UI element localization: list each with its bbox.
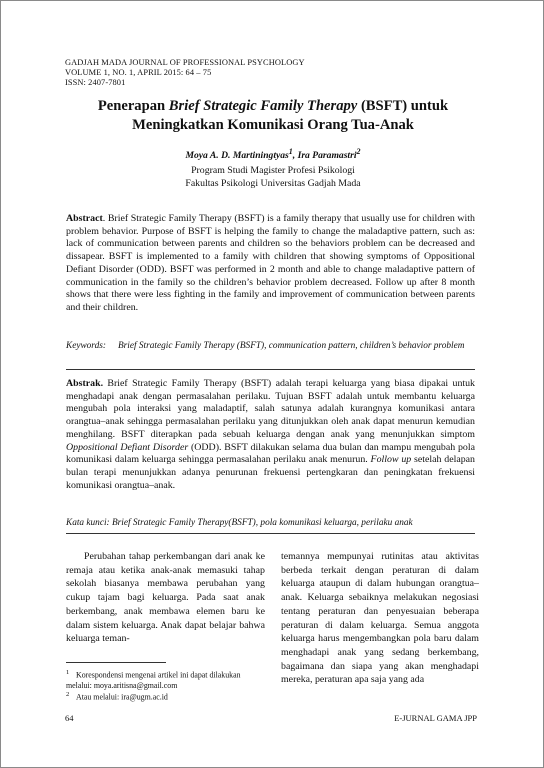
title-part: (BSFT) untuk (357, 98, 449, 114)
abstrak-text: setelah delapan bulan terapi menunjukkan adanya penurunan frekuensi pertengkaran dan peningkatan frekuensi komunikasi orangtua–anak. (66, 454, 475, 491)
keywords-english (66, 340, 475, 352)
footnote-rule (66, 662, 166, 663)
page-number: 64 (65, 713, 74, 723)
journal-volume: VOLUME 1, NO. 1, APRIL 2015: 64 – 75 (65, 68, 212, 77)
footnote-text: Korespondensi mengenai artikel ini dapat dilakukan melalui: moya.aritisna@gmail.com (66, 670, 241, 691)
abstract-label: Abstract (66, 213, 103, 224)
footnote-1 (66, 668, 266, 692)
author-sup: 2 (356, 147, 361, 156)
keywords-label: Keywords: (66, 341, 106, 351)
divider (66, 369, 475, 370)
footnote-number: 2 (66, 691, 70, 698)
affiliation-line2: Fakultas Psikologi Universitas Gadjah Mada (185, 178, 361, 189)
body-left-column (66, 550, 265, 646)
footer-journal: E-JURNAL GAMA JPP (394, 713, 477, 723)
author-sup: 1 (288, 147, 293, 156)
author-list (1, 147, 544, 161)
footnote-2 (66, 690, 266, 703)
abstrak-text: (ODD). BSFT dilakukan selama dua bulan dan mampu mengubah pola komunikasi dalam keluarga sehingga permasalahan perilaku anak menurun. (66, 441, 475, 466)
abstrak-italic: Oppositional Defiant Disorder (66, 441, 189, 453)
author-name: Ira Paramastri (297, 150, 357, 162)
kata-kunci: Kata kunci: Brief Strategic Family Therapy(BSFT), pola komunikasi keluarga, perilaku anak (66, 518, 413, 528)
author-name: Moya A. D. Martiningtyas (185, 150, 289, 162)
body-paragraph: temannya mempunyai rutinitas atau aktivitas berbeda terkait dengan peraturan di dalam keluarga ataupun di dalam hubungan orangtua–anak. Keluarga sebaiknya melakukan negosiasi tentang peraturan dan penyesuaian beberapa peraturan di dalam keluarga. Semua anggota keluarga harus mengembangkan pola baru dalam menghadapi anak yang sedang berkembang, bagaimana dan siapa yang akan menghadapi mereka, peraturan apa saja yang ada (281, 551, 479, 686)
abstrak-text: Brief Strategic Family Therapy (BSFT) adalah terapi keluarga yang biasa dipakai untuk menghadapi anak dengan permasalahan perilaku. Tujuan BSFT adalah untuk membantu keluarga mengubah pola interaksi yang maladaptif, salah satunya adalah kurangnya komunikasi antara orangtua–anak sehingga permasalahan perilaku yang ditunjukkan oleh anak dapat menurun kemudian menghilang. BSFT diterapkan pada sebuah keluarga dengan anak yang menunjukkan simptom (66, 378, 475, 440)
author-separator: , (292, 150, 298, 162)
article-title-line2: Meningkatkan Komunikasi Orang Tua-Anak (132, 117, 414, 133)
footnote-text: Atau melalui: ira@ugm.ac.id (76, 692, 168, 702)
divider (66, 533, 475, 534)
footnote-number: 1 (66, 669, 70, 676)
journal-issn: ISSN: 2407-7801 (65, 78, 126, 87)
body-paragraph: Perubahan tahap perkembangan dari anak ke remaja atau ketika anak-anak memasuki tahap sekolah biasanya membawa perubahan yang cukup tajam bagi keluarga. Pada saat anak berkembang, anak membawa elemen baru ke dalam sistem keluarga. Anak dapat belajar bahwa keluarga teman- (66, 551, 265, 645)
title-part: Penerapan (97, 98, 169, 114)
abstrak-italic: Follow up (370, 454, 412, 466)
abstrak-indonesian (66, 378, 475, 492)
journal-name: GADJAH MADA JOURNAL OF PROFESSIONAL PSYCHOLOGY (65, 58, 305, 67)
affiliation-line1: Program Studi Magister Profesi Psikologi (191, 165, 355, 176)
keywords-text: Brief Strategic Family Therapy (BSFT), communication pattern, children’s behavior problem (118, 341, 465, 351)
article-title-line1 (41, 97, 505, 115)
body-right-column (281, 550, 479, 687)
abstract-text: . Brief Strategic Family Therapy (BSFT) is a family therapy that usually use for children with problem behavior. Purpose of BSFT is helping the family to change the maladaptive pattern, such as: lack of communication between parents and children so the behaviors problem can be decreased and dissapear. BSFT is implemented to a family with children that showing symptoms of Oppositional Defiant Disorder (ODD). BSFT was performed in 2 month and able to change maladaptive pattern of communication in the family so the children’s behavior problem decreased. Follow up after 8 month shows that there were less fighting in the family and improvement of communication between parents and their children. (66, 213, 475, 313)
title-italic-part: Brief Strategic Family Therapy (168, 98, 358, 114)
abstrak-label: Abstrak. (66, 378, 104, 389)
abstract-english (66, 213, 475, 315)
